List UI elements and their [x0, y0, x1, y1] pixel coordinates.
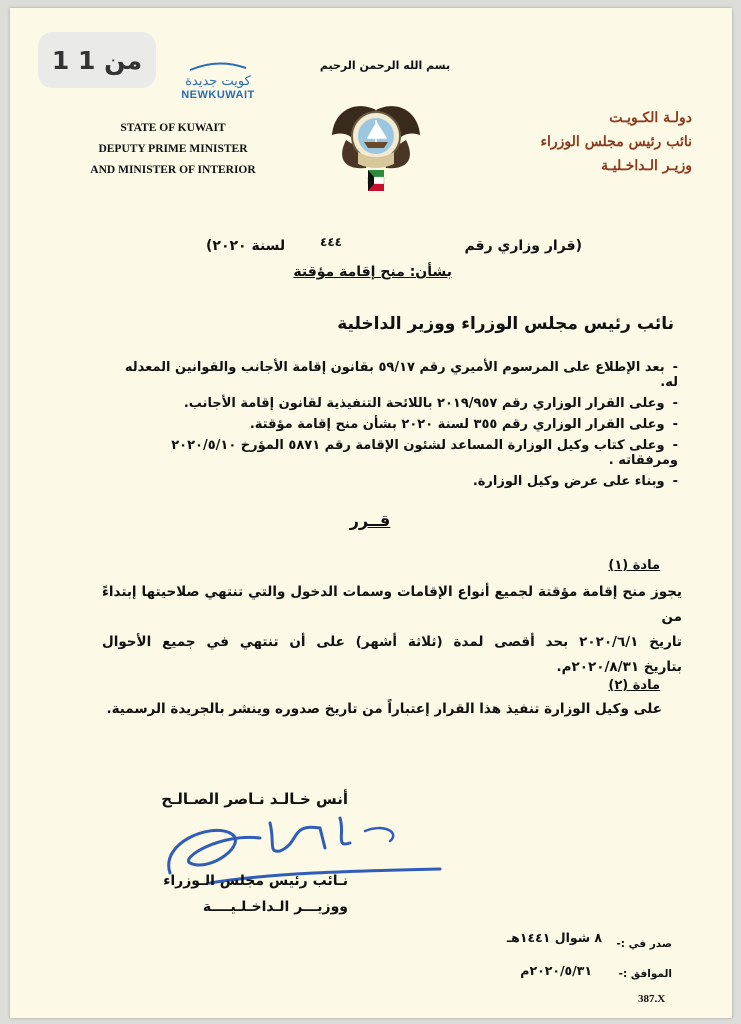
header-en-line-3: AND MINISTER OF INTERIOR [90, 164, 256, 176]
newkuwait-logo-latin: NEWKUWAIT [181, 89, 255, 101]
page-counter-badge: 1 من 1 [38, 32, 156, 88]
header-ar-line-1: دولـة الكـويـت [609, 110, 692, 126]
basmala: بسم الله الرحمن الرحيم [319, 59, 451, 72]
corresponding-label: الموافق :- [618, 968, 672, 980]
article-1-line: بتاريخ ٢٠٢٠/٨/٣١م. [556, 659, 682, 675]
corresponding-date: ٢٠٢٠/٥/٣١م [520, 963, 592, 978]
newkuwait-logo-arabic: كويت جديدة [185, 74, 251, 89]
preamble-item: - وعلى القرار الوزاري رقم ٣٥٥ لسنة ٢٠٢٠ بشأن منح إقامة مؤقتة. [118, 417, 678, 432]
header-ar-line-3: وزيـر الـداخـليـة [601, 158, 692, 174]
issued-date: ٨ شوال ١٤٤١هـ [506, 930, 602, 945]
document-page [10, 8, 732, 1018]
signatory-title-line-2: ووزيـــر الـداخـلـيــــة [202, 899, 348, 915]
article-1-heading: مادة (١) [608, 558, 660, 573]
article-1-line: يجوز منح إقامة مؤقتة لجميع أنواع الإقامات وسمات الدخول والتي تنتهي صلاحيتها إبتداءً من [102, 584, 682, 625]
preamble-item: - وبناء على عرض وكيل الوزارة. [118, 474, 678, 489]
preamble-item: - وعلى كتاب وكيل الوزارة المساعد لشئون الإقامة رقم ٥٨٧١ المؤرخ ٢٠٢٠/٥/١٠ ومرفقاته . [118, 438, 678, 468]
signatory-name: أنس خـالـد نـاصر الصـالـح [161, 790, 348, 808]
header-en-line-2: DEPUTY PRIME MINISTER [98, 143, 248, 155]
header-arabic [502, 106, 692, 178]
preamble-item: - وعلى القرار الوزاري رقم ٢٠١٩/٩٥٧ باللائحة التنفيذية لقانون إقامة الأجانب. [118, 396, 678, 411]
header-ar-line-2: نائب رئيس مجلس الوزراء [540, 134, 692, 150]
header-en-line-1: STATE OF KUWAIT [120, 122, 226, 134]
decree-year: لسنة ٢٠٢٠) [206, 238, 286, 254]
signatory-title-line-1: نـائب رئيس مجلس الـوزراء [163, 873, 348, 889]
newkuwait-logo [168, 60, 268, 101]
preamble [118, 360, 678, 495]
decided-heading: قــرر [349, 511, 391, 530]
decree-label: (قرار وزاري رقم [464, 238, 582, 254]
subject-label: بشأن: [409, 264, 452, 280]
preamble-item: - بعد الإطلاع على المرسوم الأميري رقم ٥٩/١٧ بقانون إقامة الأجانب والقوانين المعدله له. [118, 360, 678, 390]
subject-line [293, 264, 452, 280]
article-2-body: على وكيل الوزارة تنفيذ هذا القرار إعتباراً من تاريخ صدوره وينشر بالجريدة الرسمية. [106, 701, 662, 717]
signatory-title [128, 868, 348, 920]
issued-label: صدر في :- [616, 938, 672, 950]
header-english [58, 118, 288, 181]
form-code: 387.X [638, 993, 666, 1005]
article-1-line: تاريخ ٢٠٢٠/٦/١ بحد أقصى لمدة (ثلاثة أشهر) على أن تنتهي في جميع الأحوال [102, 634, 682, 650]
newkuwait-swoosh-icon [188, 60, 248, 74]
article-2-heading: مادة (٢) [608, 678, 660, 693]
article-1-body [102, 580, 682, 680]
subject-text: منح إقامة مؤقتة [293, 264, 405, 280]
decree-number: ٤٤٤ [320, 235, 342, 249]
issuer-title: نائب رئيس مجلس الوزراء ووزير الداخلية [337, 314, 674, 334]
kuwait-emblem-icon [326, 90, 426, 202]
